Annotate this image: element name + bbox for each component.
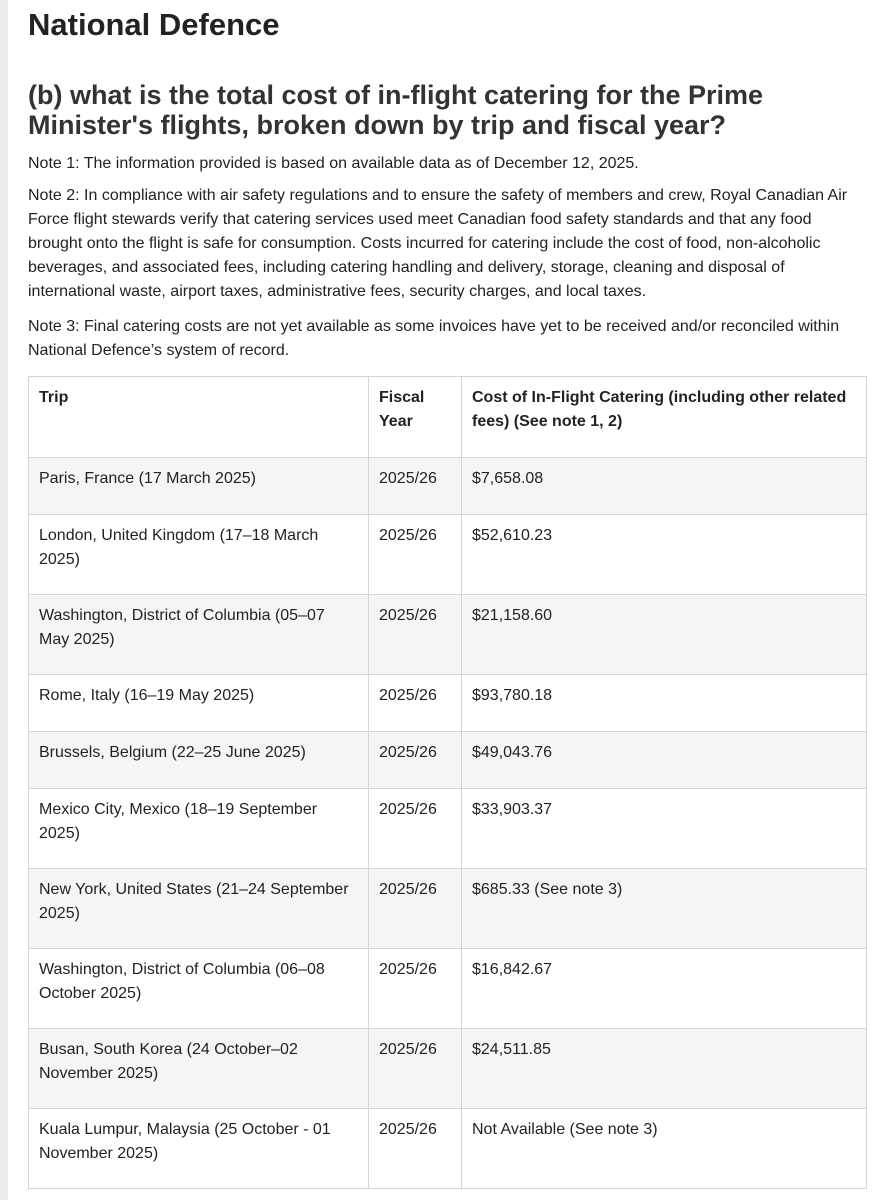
cell-fiscal-year: 2025/26 [369, 515, 462, 595]
cell-cost: $33,903.37 [462, 789, 867, 869]
header-fiscal-year: Fiscal Year [369, 377, 462, 458]
table-row [29, 1029, 867, 1109]
cell-trip: Washington, District of Columbia (06–08 October 2025) [29, 949, 369, 1029]
page-content [28, 0, 868, 1189]
cell-trip: Rome, Italy (16–19 May 2025) [29, 675, 369, 732]
table-row [29, 595, 867, 675]
cell-trip: Washington, District of Columbia (05–07 May 2025) [29, 595, 369, 675]
header-trip: Trip [29, 377, 369, 458]
note-2: Note 2: In compliance with air safety regulations and to ensure the safety of members and crew, Royal Canadian Air Force flight stewards verify that catering services used meet Canadian food safety standards and that any food brought onto the flight is safe for consumption. Costs incurred for catering include the cost of food, non-alcoholic beverages, and associated fees, including catering handling and delivery, storage, cleaning and disposal of international waste, airport taxes, administrative fees, security charges, and local taxes. [28, 187, 848, 300]
cell-fiscal-year: 2025/26 [369, 458, 462, 515]
table-row [29, 789, 867, 869]
table-header-row [29, 377, 867, 458]
cell-trip: Paris, France (17 March 2025) [29, 458, 369, 515]
cell-cost: $16,842.67 [462, 949, 867, 1029]
cell-cost: $93,780.18 [462, 675, 867, 732]
catering-cost-table [28, 376, 867, 1189]
cell-cost: $24,511.85 [462, 1029, 867, 1109]
cell-trip: London, United Kingdom (17–18 March 2025) [29, 515, 369, 595]
cell-cost: Not Available (See note 3) [462, 1109, 867, 1189]
table-row [29, 949, 867, 1029]
cell-trip: Mexico City, Mexico (18–19 September 2025) [29, 789, 369, 869]
left-gutter [0, 0, 8, 1200]
table-row [29, 675, 867, 732]
cell-cost: $49,043.76 [462, 732, 867, 789]
table-row [29, 869, 867, 949]
cell-trip: Kuala Lumpur, Malaysia (25 October - 01 November 2025) [29, 1109, 369, 1189]
cell-cost: $7,658.08 [462, 458, 867, 515]
cell-trip: New York, United States (21–24 September 2025) [29, 869, 369, 949]
note-1: Note 1: The information provided is based on available data as of December 12, 2025. [28, 155, 639, 172]
cell-fiscal-year: 2025/26 [369, 1109, 462, 1189]
cell-fiscal-year: 2025/26 [369, 789, 462, 869]
table-row [29, 515, 867, 595]
cell-cost: $685.33 (See note 3) [462, 869, 867, 949]
cell-cost: $21,158.60 [462, 595, 867, 675]
table-row [29, 458, 867, 515]
table-row [29, 732, 867, 789]
cell-fiscal-year: 2025/26 [369, 1029, 462, 1109]
cell-cost: $52,610.23 [462, 515, 867, 595]
page-title: National Defence [28, 7, 280, 42]
table-row [29, 1109, 867, 1189]
cell-trip: Busan, South Korea (24 October–02 November 2025) [29, 1029, 369, 1109]
cell-fiscal-year: 2025/26 [369, 595, 462, 675]
cell-trip: Brussels, Belgium (22–25 June 2025) [29, 732, 369, 789]
question-heading: (b) what is the total cost of in-flight catering for the Prime Minister's flights, broken down by trip and fiscal year? [28, 80, 764, 140]
cell-fiscal-year: 2025/26 [369, 869, 462, 949]
header-cost: Cost of In-Flight Catering (including other related fees) (See note 1, 2) [462, 377, 867, 458]
cell-fiscal-year: 2025/26 [369, 949, 462, 1029]
cell-fiscal-year: 2025/26 [369, 732, 462, 789]
cell-fiscal-year: 2025/26 [369, 675, 462, 732]
note-3: Note 3: Final catering costs are not yet available as some invoices have yet to be received and/or reconciled within National Defence’s system of record. [28, 318, 840, 359]
